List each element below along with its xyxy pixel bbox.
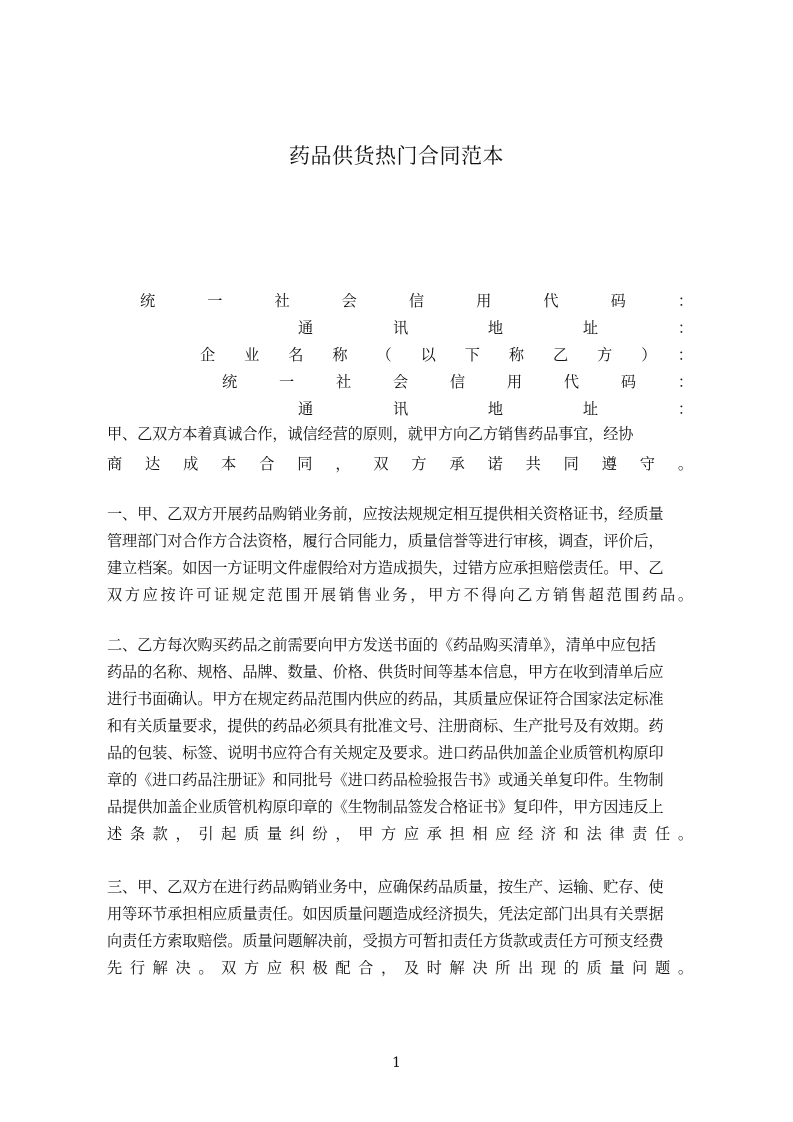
section3-line: 向责任方索取赔偿。质量问题解决前，受损方可暂扣责任方货款或责任方可预支经费 bbox=[107, 932, 664, 950]
section2-line: 进行书面确认。甲方在规定药品范围内供应的药品，其质量应保证符合国家法定标准 bbox=[107, 690, 664, 708]
field-address-b: 通讯地址： bbox=[298, 400, 693, 418]
field-credit-code-b: 统一社会信用代码： bbox=[222, 373, 693, 391]
section2-line: 药品的名称、规格、品牌、数量、价格、供货时间等基本信息，甲方在收到清单后应 bbox=[107, 663, 664, 681]
intro-line-last: 商达成本合同，双方承诺共同遵守。 bbox=[107, 455, 693, 473]
field-credit-code-a: 统一社会信用代码： bbox=[140, 292, 693, 310]
section2-line: 品的包装、标签、说明书应符合有关规定及要求。进口药品供加盖企业质管机构原印 bbox=[107, 744, 664, 762]
section3-line-last: 先行解决。双方应积极配合，及时解决所出现的质量问题。 bbox=[107, 959, 693, 977]
section1-line: 管理部门对合作方合法资格，履行合同能力，质量信誉等进行审核，调查，评价后， bbox=[107, 532, 664, 550]
section1-line-last: 双方应按许可证规定范围开展销售业务，甲方不得向乙方销售超范围药品。 bbox=[107, 586, 693, 604]
document-title: 药品供货热门合同范本 bbox=[289, 144, 504, 168]
section3-line: 三、甲、乙双方在进行药品购销业务中，应确保药品质量，按生产、运输、贮存、使 bbox=[107, 878, 664, 896]
section1-line: 建立档案。如因一方证明文件虚假给对方造成损失，过错方应承担赔偿责任。甲、乙 bbox=[107, 559, 664, 577]
section1-line: 一、甲、乙双方开展药品购销业务前，应按法规规定相互提供相关资格证书，经质量 bbox=[107, 505, 664, 523]
section2-line-last: 述条款，引起质量纠纷，甲方应承担相应经济和法律责任。 bbox=[107, 825, 693, 843]
section2-line: 和有关质量要求，提供的药品必须具有批准文号、注册商标、生产批号及有效期。药 bbox=[107, 717, 664, 735]
field-company-name-b: 企业名称（以下称乙方）： bbox=[200, 346, 693, 364]
section2-line: 章的《进口药品注册证》和同批号《进口药品检验报告书》或通关单复印件。生物制 bbox=[107, 771, 664, 789]
field-address-a: 通讯地址： bbox=[298, 319, 693, 337]
intro-line: 甲、乙双方本着真诚合作，诚信经营的原则，就甲方向乙方销售药品事宜，经协 bbox=[107, 425, 634, 443]
section2-line: 二、乙方每次购买药品之前需要向甲方发送书面的《药品购买清单》，清单中应包括 bbox=[107, 636, 656, 654]
section2-line: 品提供加盖企业质管机构原印章的《生物制品签发合格证书》复印件，甲方因违反上 bbox=[107, 798, 664, 816]
section3-line: 用等环节承担相应质量责任。如因质量问题造成经济损失，凭法定部门出具有关票据 bbox=[107, 905, 664, 923]
page-number: 1 bbox=[392, 1055, 401, 1071]
